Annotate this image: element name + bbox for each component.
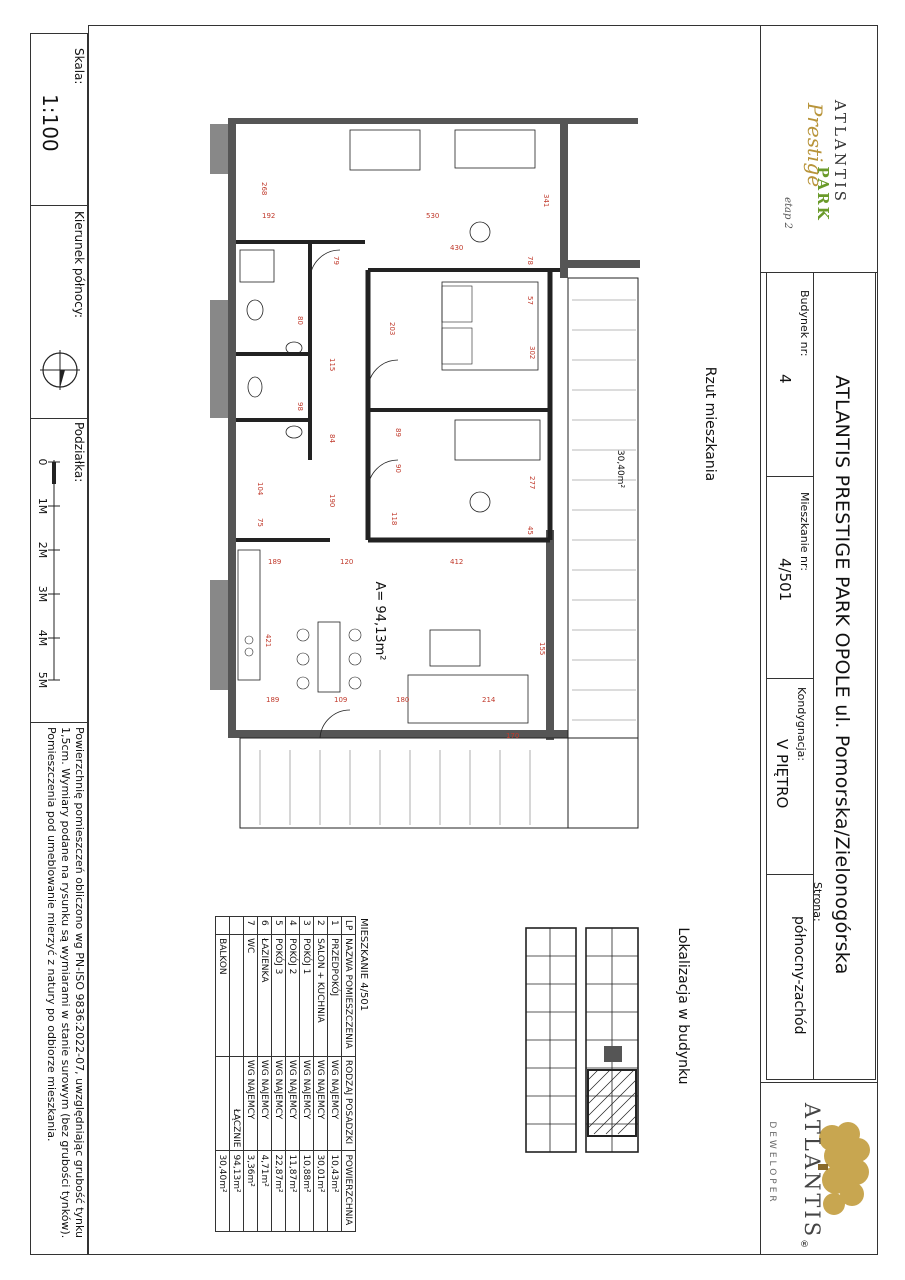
dim-label: 118 [390,512,398,526]
table-cell: POKÓJ 2 [286,935,300,1057]
table-cell: 3,36m² [244,1151,258,1232]
field-apartment-label: Mieszkanie nr: [798,492,811,572]
table-cell: 94,13m² [230,1151,244,1232]
dim-label: 57 [526,296,534,305]
dim-label: 120 [340,558,354,566]
project-title: ATLANTIS PRESTIGE PARK OPOLE ul. Pomorska/Zielonogórska [831,375,853,975]
dim-label: 430 [450,244,464,252]
dim-label: 155 [538,642,546,656]
dim-label: 104 [256,482,264,496]
table-row [286,917,300,1232]
table-cell: 4 [286,917,300,935]
plan-title: Rzut mieszkania [702,366,718,482]
dim-label: 75 [256,518,264,527]
developer-sub: DEWELOPER [767,1121,777,1205]
ruler-scale [32,450,82,690]
dim-label: 268 [260,182,268,196]
registered-mark: ® [800,1240,809,1250]
table-total-row [230,917,244,1232]
table-cell: ŁAZIENKA [258,935,272,1057]
table-cell: WG NAJEMCY [314,1056,328,1151]
field-side-label: Strona: [811,882,824,922]
table-row [272,917,286,1232]
table-cell: WC [244,935,258,1057]
scale-value: 1:100 [38,94,62,152]
dim-label: 192 [262,212,276,220]
balcony-area-label: 30,40m² [615,449,625,489]
table-cell [230,917,244,935]
ruler-label: Podziałka: [72,422,86,483]
room-table-wrap [217,916,369,1234]
dim-label: 45 [526,526,534,535]
ruler-tick-1: 1M [36,497,50,515]
developer-name: ATLANTIS [800,1102,824,1240]
dim-label: 90 [394,464,402,473]
dim-label: 170 [506,732,520,740]
table-cell: 30,01m² [314,1151,328,1232]
field-building-value: 4 [776,374,794,384]
table-cell: WG NAJEMCY [286,1056,300,1151]
notes-text: Powierzchnię pomieszczeń obliczono wg PN-ISO 9836:2022-07, uwzględniając grubość tynku 1,5cm. Wymiary podane na rysunku są wymiarami w stanie surowym (bez grubości tynków). Pomieszczenia pod umeblowanie mierzyć z natury po odbiorze mieszkania. [45,727,86,1239]
field-side-value: północny-zachód [791,916,807,1035]
table-cell: WG NAJEMCY [300,1056,314,1151]
ruler-tick-2: 2M [36,541,50,559]
ruler-tick-4: 4M [36,629,50,647]
field-building [768,284,812,480]
building-location-map [524,926,640,1154]
room-table [215,916,356,1232]
table-cell: SALON + KUCHNIA [314,935,328,1057]
table-cell: WG NAJEMCY [244,1056,258,1151]
dim-label: 180 [396,696,410,704]
logo-script: Prestige [803,102,827,188]
north-label: Kierunek północy: [72,211,86,319]
table-balcony-row [216,917,230,1232]
table-cell: POKÓJ 3 [272,935,286,1057]
dim-label: 78 [526,256,534,265]
apartment-area: A= 94,13m² [372,581,388,661]
table-cell: 4,71m² [258,1151,272,1232]
scale-block [30,44,88,214]
table-cell: 7 [244,917,258,935]
dim-label: 302 [528,346,536,360]
table-row [314,917,328,1232]
logo-brand: ATLANTIS [831,99,849,205]
dim-label: 421 [264,634,272,648]
field-divider [766,874,813,875]
dim-label: 189 [268,558,282,566]
logo-park: PARK [814,166,832,222]
table-header: NAZWA POMIESZCZENIA [342,935,356,1057]
table-cell [216,917,230,935]
field-apartment-value: 4/501 [776,558,794,602]
dim-label: 84 [328,434,336,443]
table-cell: 10,43m² [328,1151,342,1232]
table-row [328,917,342,1232]
dim-label: 412 [450,558,464,566]
table-cell: 6 [258,917,272,935]
table-row [300,917,314,1232]
dim-label: 98 [296,402,304,411]
dim-label: 79 [332,256,340,265]
location-title: Lokalizacja w budynku [675,927,691,1085]
notes-block [30,722,88,1252]
field-floor [765,681,809,871]
table-cell [230,935,244,1057]
table-cell: BALKON [216,935,230,1057]
dim-label: 203 [388,322,396,336]
table-cell: 2 [314,917,328,935]
dim-label: 189 [266,696,280,704]
table-header-row [342,917,356,1232]
ruler-tick-5: 5M [36,671,50,689]
table-cell: ŁĄCZNIE [230,1056,244,1151]
table-row [258,917,272,1232]
table-cell: 11,87m² [286,1151,300,1232]
dim-label: 341 [542,194,550,208]
floor-plan-drawing [200,110,660,830]
table-cell: POKÓJ 1 [300,935,314,1057]
table-row [244,917,258,1232]
ruler-tick-0: 0 [36,458,50,466]
dim-label: 190 [328,494,336,508]
north-arrow-icon [38,348,82,392]
table-cell: 22,87m² [272,1151,286,1232]
dim-label: 80 [296,316,304,325]
dim-label: 530 [426,212,440,220]
dim-label: 214 [482,696,496,704]
table-cell [216,1056,230,1151]
logo-etap: etap 2 [782,197,794,229]
table-cell: WG NAJEMCY [328,1056,342,1151]
room-table-title: MIESZKANIE 4/501 [358,918,369,1012]
table-cell: 10,88m² [300,1151,314,1232]
dim-label: 109 [334,696,348,704]
table-cell: WG NAJEMCY [272,1056,286,1151]
dim-label: 277 [528,476,536,490]
dim-label: 115 [328,358,336,372]
table-header: POWIERZCHNIA [342,1151,356,1232]
table-cell: 1 [328,917,342,935]
dim-label: 89 [394,428,402,437]
table-cell: WG NAJEMCY [258,1056,272,1151]
table-cell: 3 [300,917,314,935]
scale-label: Skala: [72,48,86,85]
table-header: RODZAJ POSADZKI [342,1056,356,1151]
table-header: LP [342,917,356,935]
table-cell: 30,40m² [216,1151,230,1232]
field-apartment [768,486,812,682]
field-building-label: Budynek nr: [798,290,811,357]
table-cell: 5 [272,917,286,935]
field-floor-label: Kondygnacja: [795,687,808,762]
field-side [781,876,825,1076]
ruler-tick-3: 3M [36,585,50,603]
field-floor-value: V PIĘTRO [773,739,791,809]
table-cell: PRZEDPOKÓJ [328,935,342,1057]
